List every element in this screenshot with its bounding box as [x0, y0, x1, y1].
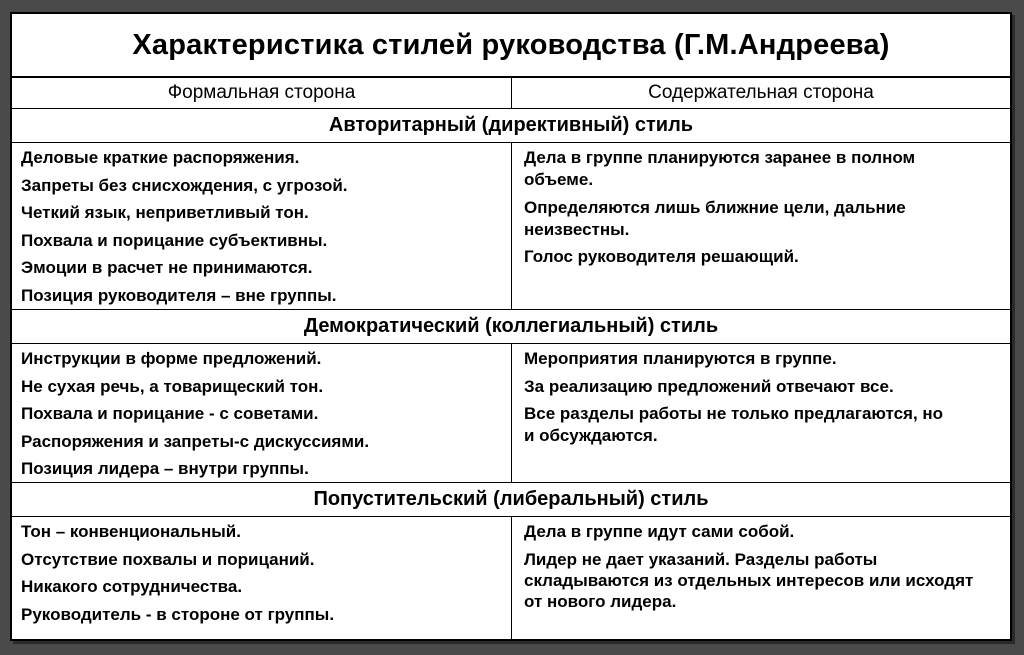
list-item: Тон – конвенциональный. — [21, 522, 241, 541]
list-item: Лидер не дает указаний. Разделы работы складываются из отдельных интересов или исходят от нового лидера. — [524, 549, 974, 611]
list-item: Распоряжения и запреты-с дискуссиями. — [21, 431, 370, 451]
styles-table — [10, 12, 1012, 641]
page-title: Характеристика стилей руководства (Г.М.Андреева) — [12, 14, 1010, 78]
list-item: Мероприятия планируются в группе. — [524, 349, 837, 368]
list-item: Инструкции в форме предложений. — [21, 349, 322, 368]
list-item: Эмоции в расчет не принимаются. — [21, 258, 313, 277]
authoritarian-formal-cell — [12, 143, 512, 309]
liberal-formal-cell — [12, 517, 512, 640]
authoritarian-content-cell — [512, 143, 1010, 309]
column-header-formal: Формальная сторона — [12, 78, 512, 109]
list-item: Все разделы работы не только предлагаются, но и обсуждаются. — [524, 404, 944, 445]
list-item: Не сухая речь, а товарищеский тон. — [21, 376, 324, 396]
list-item: Позиция лидера – внутри группы. — [21, 459, 309, 478]
list-item: Дела в группе идут сами собой. — [524, 522, 795, 541]
list-item: Похвала и порицание - с советами. — [21, 404, 319, 423]
section-title-liberal: Попустительский (либеральный) стиль — [12, 483, 1010, 517]
list-item: Отсутствие похвалы и порицаний. — [21, 549, 315, 569]
list-item: Четкий язык, неприветливый тон. — [21, 203, 309, 222]
list-item: Дела в группе планируются заранее в полном объеме. — [524, 148, 916, 189]
liberal-content-cell — [512, 517, 1010, 640]
section-title-democratic: Демократический (коллегиальный) стиль — [12, 310, 1010, 344]
section-title-authoritarian: Авторитарный (директивный) стиль — [12, 109, 1010, 143]
democratic-formal-cell — [12, 344, 512, 482]
column-header-content: Содержательная сторона — [512, 78, 1010, 109]
list-item: Позиция руководителя – вне группы. — [21, 285, 337, 305]
list-item: Никакого сотрудничества. — [21, 577, 243, 596]
list-item: Определяются лишь ближние цели, дальние неизвестны. — [524, 197, 906, 239]
list-item: За реализацию предложений отвечают все. — [524, 376, 894, 396]
list-item: Руководитель - в стороне от группы. — [21, 604, 335, 624]
list-item: Похвала и порицание субъективны. — [21, 230, 328, 250]
democratic-content-cell — [512, 344, 1010, 482]
list-item: Деловые краткие распоряжения. — [21, 148, 300, 167]
list-item: Запреты без снисхождения, с угрозой. — [21, 175, 348, 195]
list-item: Голос руководителя решающий. — [524, 247, 799, 266]
